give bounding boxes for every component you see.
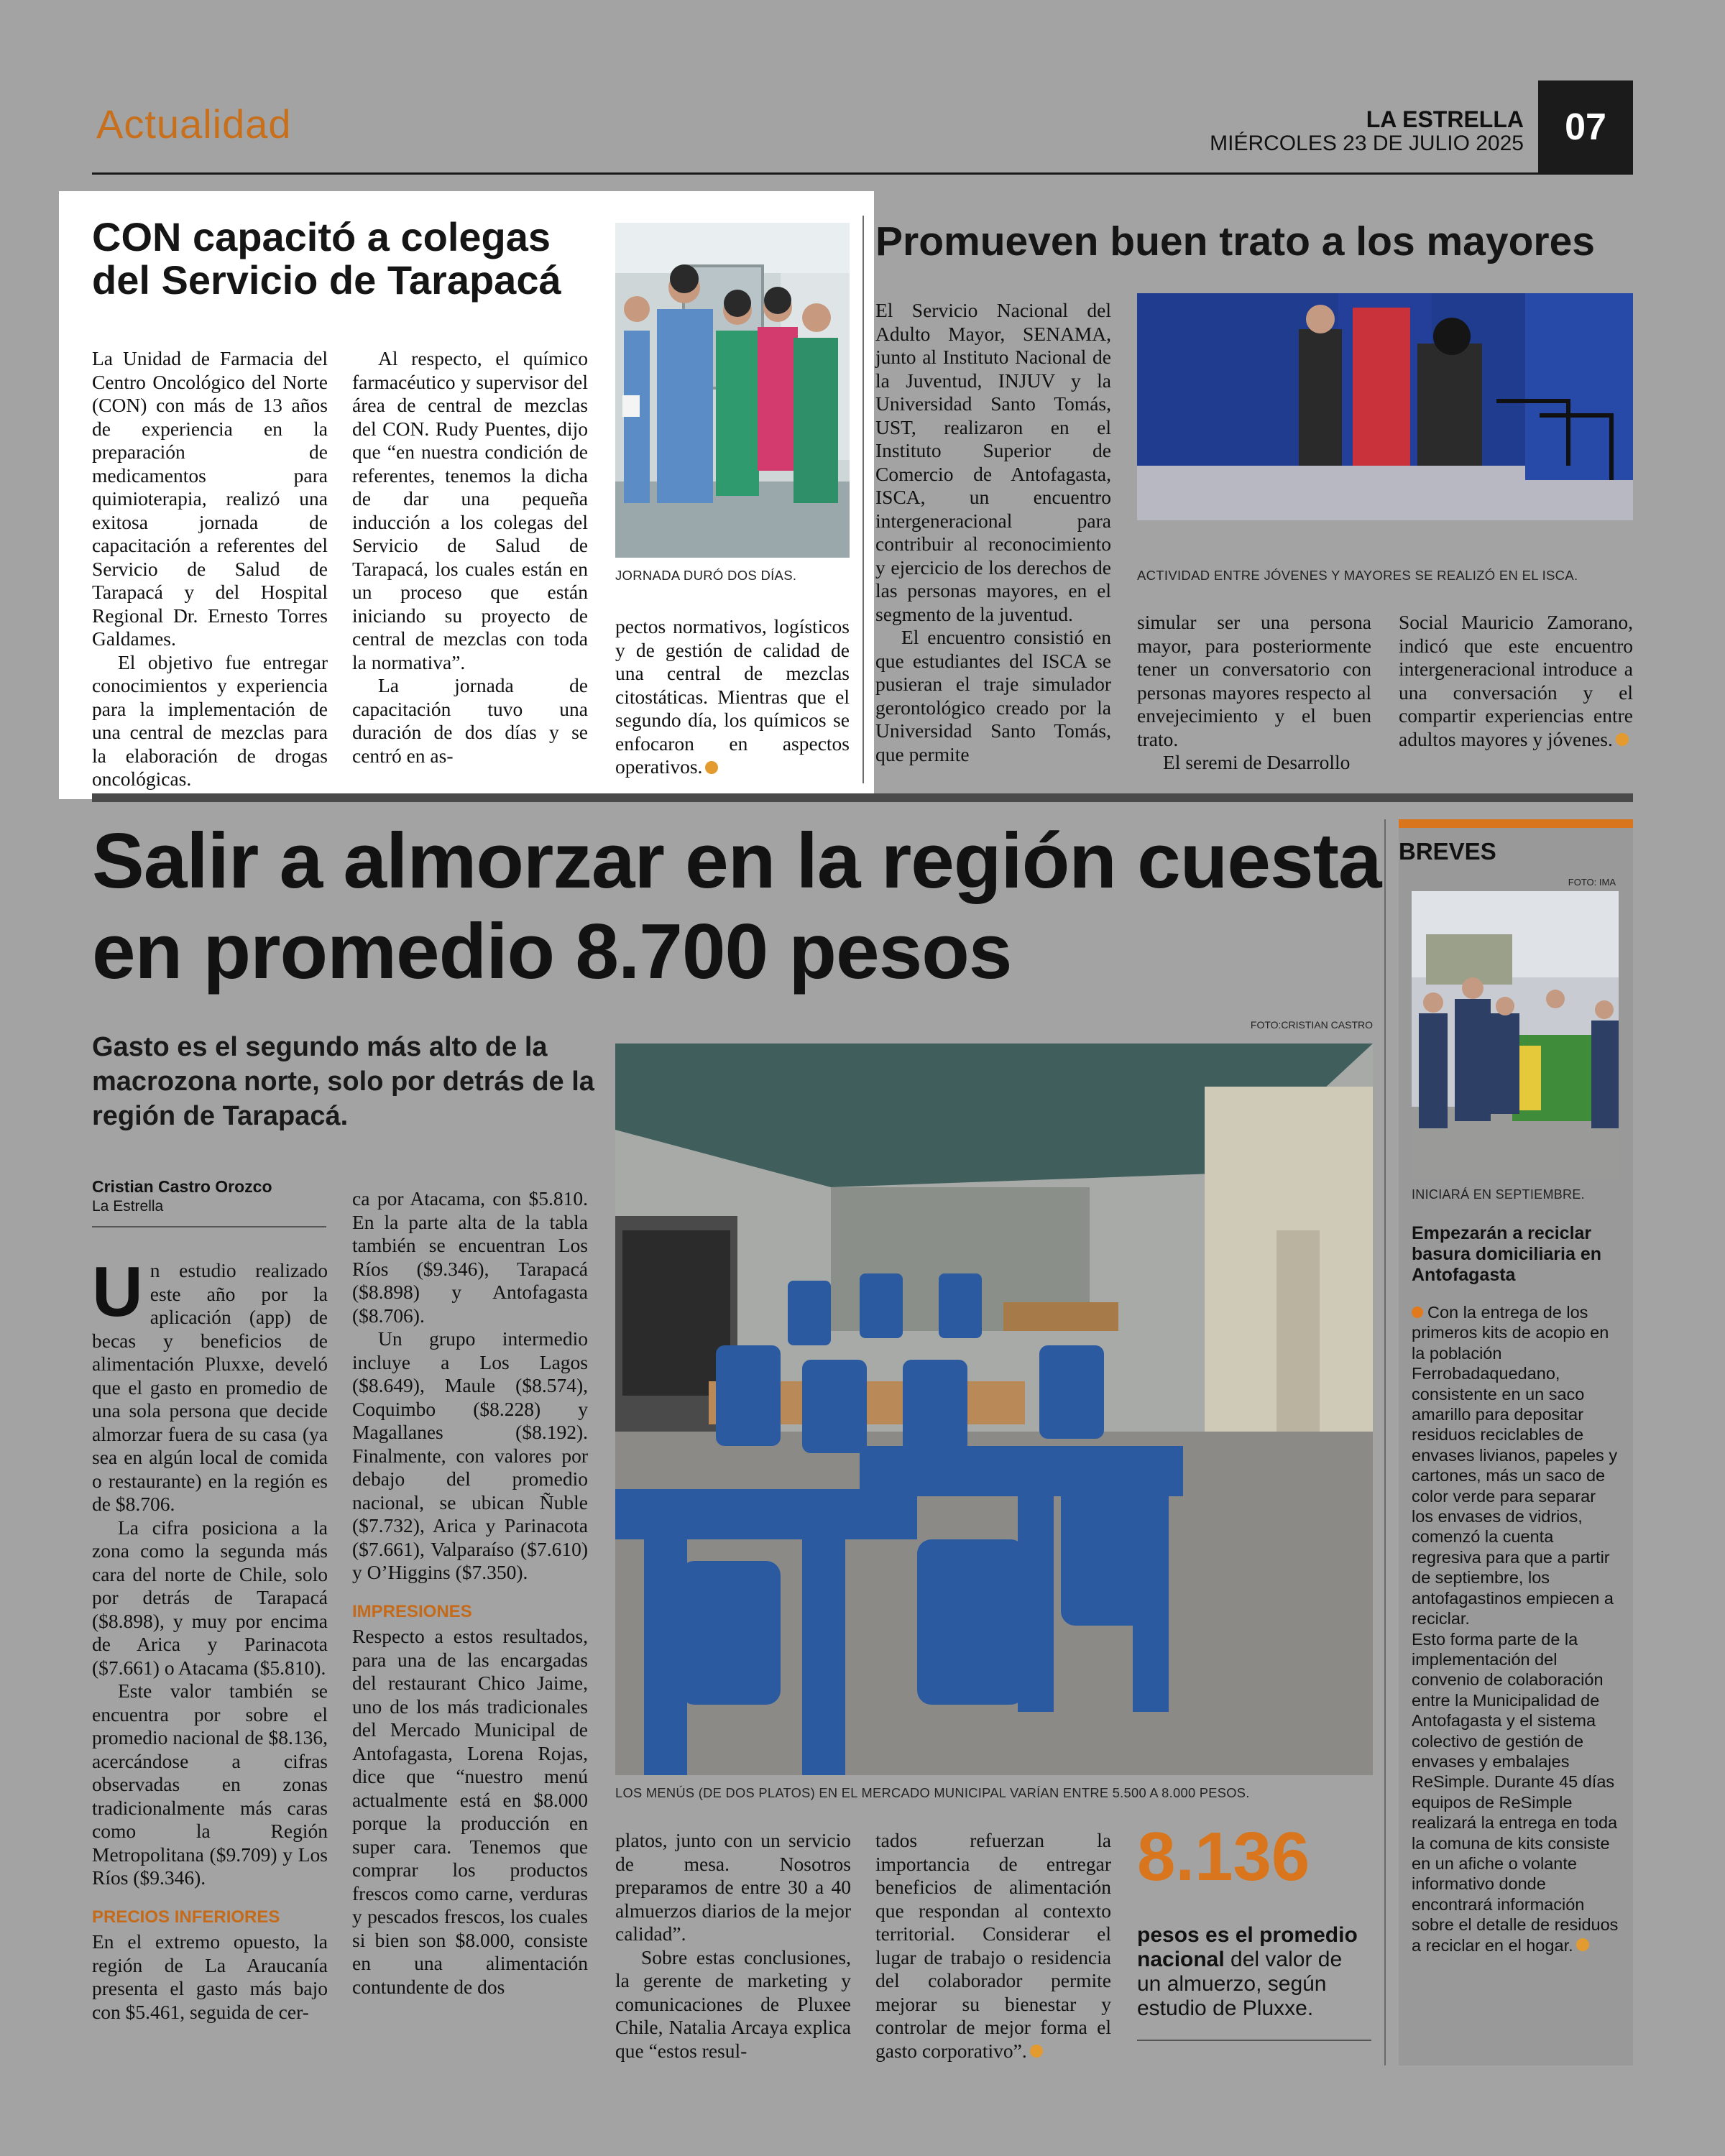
stat-value: 8.136 <box>1137 1818 1310 1895</box>
article-con-photo <box>615 223 850 558</box>
stat-label-rest: del valor de un almuerzo, según estudio de Pluxxe. <box>1137 1948 1343 2020</box>
paragraph: pectos normativos, logísticos y de gestión de calidad de una central de mezclas citostáticas. Mientras que el segundo día, los químicos se enfocaron en aspectos operativos. <box>615 615 850 778</box>
paragraph: Respecto a estos resultados, para una de las encargadas del restaurant Chico Jaime, uno de los más tradicionales del Mercado Municipal de Antofagasta, Lorena Rojas, dice que “nuestro menú actualmente está en $8.000 porque la producción en super cara. Tenemos que comprar los productos frescos como carne, verduras y pescados frescos, los cuales si bien son $8.000, consiste en una alimentación contundente de dos <box>352 1625 588 1998</box>
end-mark-icon <box>1576 1938 1589 1951</box>
section-title: Actualidad <box>96 101 292 147</box>
photo-credit: FOTO:CRISTIAN CASTRO <box>1250 1019 1373 1031</box>
breves-photo-credit: FOTO: IMA <box>1568 877 1616 888</box>
paragraph: El objetivo fue entregar conocimientos y experiencia para la implementación de una central de mezclas para la elaboración de drogas oncológicas. <box>92 650 328 790</box>
paragraph: La jornada de capacitación tuvo una duración de dos días y se centró en as- <box>352 674 588 767</box>
paragraph: ca por Atacama, con $5.810. En la parte alta de la tabla también se encuentran Los Ríos ($9.346), Tarapacá ($8.898) y Antofagasta ($8.706). <box>352 1187 588 1327</box>
column-divider <box>1384 819 1386 2065</box>
publication-date: MIÉRCOLES 23 DE JULIO 2025 <box>1210 132 1524 155</box>
article-lunch-headline: Salir a almorzar en la región cuesta en promedio 8.700 pesos <box>92 817 1381 995</box>
publication-info <box>1210 108 1524 155</box>
breves-accent-bar <box>1399 819 1633 828</box>
stat-label-bold: pesos es el promedio nacional <box>1137 1923 1358 1971</box>
column-divider <box>862 216 864 783</box>
paragraph: tados refuerzan la importancia de entregar beneficios de alimentación que respondan al contexto territorial. Considerar el lugar de trabajo o residencia del colaborador permite mejorar su bienestar y controlar de mejor forma el gasto corporativo”. <box>875 1829 1111 2062</box>
stat-label <box>1137 1923 1371 2021</box>
byline-rule <box>92 1226 326 1227</box>
article-con-col1 <box>92 347 328 791</box>
paragraph: El Servicio Nacional del Adulto Mayor, SENAMA, junto al Instituto Nacional de la Juventud, INJUV y la Universidad Santo Tomás, UST, realizaron en el Instituto Superior de Comercio de Antofagasta, ISCA, un encuentro intergeneracional para contribuir al reconocimiento y ejercicio de los derechos de las personas mayores, en el segmento de la juventud. <box>875 299 1111 625</box>
paragraph: La cifra posiciona a la zona como la segunda más cara del norte de Chile, solo por detrás de Tarapacá ($8.898), y muy por encima de Arica y Parinacota ($7.661) o Atacama ($5.810). <box>92 1516 328 1679</box>
paragraph: Social Mauricio Zamorano, indicó que este encuentro intergeneracional introduce a una conversación y el compartir experiencias entre adultos mayores y jóvenes. <box>1399 611 1633 750</box>
paragraph: En el extremo opuesto, la región de La Araucanía presenta el gasto más bajo con $5.461, seguida de cer- <box>92 1930 328 2023</box>
article-senama-photo <box>1137 293 1633 520</box>
header-rule <box>92 172 1633 175</box>
paragraph: Un grupo intermedio incluye a Los Lagos ($8.649), Maule ($8.574), Coquimbo ($8.228) y Magallanes ($8.192). Finalmente, con valores por debajo del promedio nacional, se ubican Ñuble ($7.732), Arica y Parinacota ($7.661), Valparaíso ($7.610) y O’Higgins ($7.350). <box>352 1327 588 1583</box>
dropcap: U <box>92 1252 143 1331</box>
article-senama-col3 <box>1399 611 1633 751</box>
paragraph: simular ser una persona mayor, para posteriormente tener un conversatorio con personas mayores respecto al envejecimiento y el buen trato. <box>1137 611 1371 750</box>
subhead-precios: PRECIOS INFERIORES <box>92 1907 280 1927</box>
article-con-col2 <box>352 347 588 768</box>
paragraph: Al respecto, el químico farmacéutico y supervisor del área de central de mezclas del CON. Rudy Puentes, dijo que “en nuestra condición de referentes, tenemos la dicha de dar una pequeña inducción a los colegas del Servicio de Salud de Tarapacá, los cuales están en un proceso que están iniciando su proyecto de central de mezclas con toda la normativa”. <box>352 347 588 673</box>
paragraph: n estudio realizado este año por la aplicación (app) de becas y beneficios de alimentación Pluxxe, develó que el gasto en promedio de una sola persona que decide almorzar fuera de su casa (ya sea en algún local de comida o restaurante) en la región es de $8.706. <box>92 1259 328 1515</box>
section-rule <box>92 793 1633 802</box>
paragraph: Esto forma parte de la implementación del convenio de colaboración entre la Municipalidad de Antofagasta y el sistema colectivo de gestión de envases y embalajes ReSimple. Durante 45 días equipos de ReSimple realizará la entrega en toda la comuna de kits consiste en un afiche o volante informativo donde encontrará información sobre el detalle de residuos a reciclar en el hogar. <box>1412 1629 1619 1955</box>
article-lunch-photo-caption: LOS MENÚS (DE DOS PLATOS) EN EL MERCADO MUNICIPAL VARÍAN ENTRE 5.500 A 8.000 PESOS. <box>615 1785 1250 1800</box>
article-con-photo-caption: JORNADA DURÓ DOS DÍAS. <box>615 568 797 583</box>
breves-title: BREVES <box>1399 838 1496 865</box>
paragraph: Con la entrega de los primeros kits de acopio en la población Ferrobadaquedano, consistente en un saco amarillo para depositar residuos reciclables de envases livianos, papeles y cartones, más un saco de color verde para separar los envases de vidrios, comenzó la cuenta regresiva para que a partir de septiembre, los antofagastinos empiecen a reciclar. <box>1412 1303 1618 1628</box>
article-senama-col1 <box>875 299 1111 766</box>
paragraph: El seremi de Desarrollo <box>1163 751 1351 773</box>
article-lunch-col2 <box>352 1187 588 1999</box>
breves-body <box>1412 1302 1620 1955</box>
breves-photo-caption: INICIARÁ EN SEPTIEMBRE. <box>1412 1187 1585 1202</box>
breves-headline: Empezarán a reciclar basura domiciliaria en Antofagasta <box>1412 1223 1601 1285</box>
article-lunch-deck: Gasto es el segundo más alto de la macrozona norte, solo por detrás de la región de Tarapacá. <box>92 1032 594 1131</box>
article-lunch-col4 <box>875 1829 1111 2063</box>
stat-rule <box>1137 2040 1371 2041</box>
paragraph: Este valor también se encuentra por sobre el promedio nacional de $8.136, acercándose a cifras observadas en zonas tradicionalmente más caras como la Región Metropolitana ($9.709) y Los Ríos ($9.346). <box>92 1680 328 1889</box>
pharmacy-team-photo-icon <box>615 223 850 558</box>
page-number: 07 <box>1538 80 1633 174</box>
paragraph: Sobre estas conclusiones, la gerente de marketing y comunicaciones de Pluxee Chile, Natalia Arcaya explica que “estos resul- <box>615 1945 851 2062</box>
paragraph: La Unidad de Farmacia del Centro Oncológico del Norte (CON) con más de 13 años de experiencia en la preparación de medicamentos para quimioterapia, realizó una exitosa jornada de capacitación a referentes del Servicio de Salud de Tarapacá y del Hospital Regional Dr. Ernesto Torres Galdames. <box>92 347 328 650</box>
end-mark-icon <box>1616 733 1629 746</box>
recycling-event-photo-icon <box>1412 891 1619 1179</box>
end-mark-icon <box>705 761 718 774</box>
article-con-headline: CON capacitó a colegas del Servicio de Tarapacá <box>92 214 561 303</box>
article-senama-col2 <box>1137 611 1371 775</box>
article-lunch-col1 <box>92 1252 328 2024</box>
breves-photo <box>1412 891 1619 1179</box>
paragraph: platos, junto con un servicio de mesa. Nosotros preparamos de entre 30 a 40 almuerzos diarios de la mejor calidad”. <box>615 1829 851 1945</box>
market-tables-photo-icon <box>615 1044 1373 1775</box>
bullet-icon <box>1412 1307 1423 1318</box>
article-con-col3 <box>615 615 850 779</box>
intergenerational-activity-photo-icon <box>1137 293 1633 520</box>
author-name: Cristian Castro Orozco <box>92 1177 272 1196</box>
article-lunch-col3 <box>615 1829 851 2063</box>
article-lunch-photo <box>615 1044 1373 1775</box>
article-senama-headline: Promueven buen trato a los mayores <box>875 218 1595 264</box>
paragraph: El encuentro consistió en que estudiantes del ISCA se pusieran el traje simulador gerontológico creado por la Universidad Santo Tomás, que permite <box>875 626 1111 765</box>
subhead-impresiones: IMPRESIONES <box>352 1601 472 1621</box>
publication-name: LA ESTRELLA <box>1366 106 1524 132</box>
article-senama-photo-caption: ACTIVIDAD ENTRE JÓVENES Y MAYORES SE REALIZÓ EN EL ISCA. <box>1137 568 1578 583</box>
end-mark-icon <box>1030 2045 1043 2058</box>
author-outlet: La Estrella <box>92 1198 164 1215</box>
byline <box>92 1177 326 1216</box>
